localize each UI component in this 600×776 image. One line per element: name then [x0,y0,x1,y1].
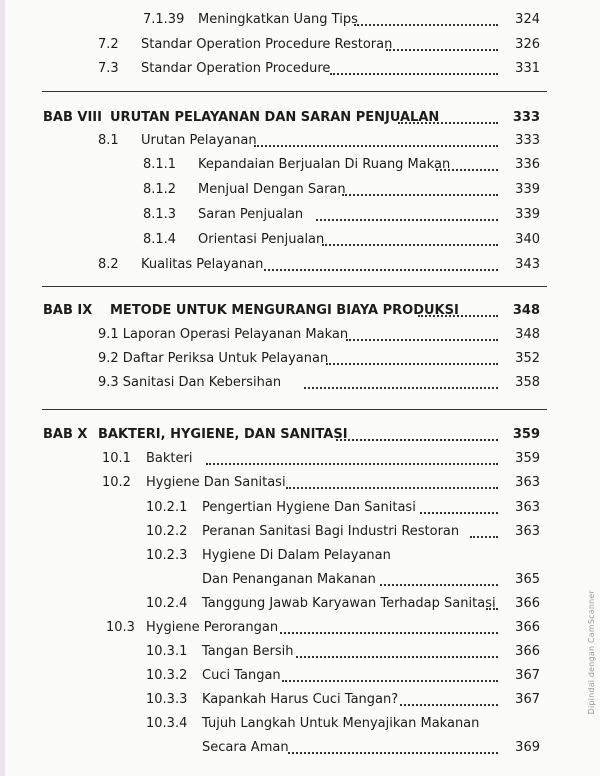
toc-number: 8.1.1 [143,157,177,172]
toc-number: 7.3 [98,61,119,76]
toc-entry[interactable] [0,689,600,711]
scanner-watermark: Dipindai dengan CamScanner [587,590,596,715]
toc-chapter[interactable] [0,424,600,446]
toc-title: 9.3 Sanitasi Dan Kebersihan [98,375,282,390]
chapter-number: BAB IX [43,303,93,318]
toc-entry[interactable] [0,545,600,567]
toc-title: Saran Penjualan [198,207,304,222]
leader-dots [282,680,498,682]
toc-title: Urutan Pelayanan [141,133,257,148]
toc-title: Pengertian Hygiene Dan Sanitasi [202,500,416,515]
toc-entry[interactable] [0,324,600,346]
toc-number: 8.1.2 [143,182,177,197]
toc-entry[interactable] [0,254,600,276]
chapter-page: 348 [512,303,540,318]
toc-number: 8.1 [98,133,119,148]
toc-page: 365 [515,572,540,587]
toc-entry[interactable] [0,9,600,31]
toc-number: 8.1.3 [143,207,177,222]
toc-page: 369 [515,740,540,755]
toc-number: 10.3 [106,620,135,635]
toc-page: 339 [515,182,540,197]
toc-page: 363 [515,500,540,515]
toc-page: 366 [515,644,540,659]
chapter-page: 333 [512,110,540,125]
toc-entry[interactable] [0,229,600,251]
leader-dots [400,704,498,706]
section-divider [42,286,547,287]
toc-entry[interactable] [0,641,600,663]
toc-page: 367 [515,668,540,683]
toc-number: 7.1.39 [143,12,185,27]
leader-dots [336,439,498,441]
leader-dots [206,463,498,465]
toc-entry[interactable] [0,130,600,152]
toc-number: 7.2 [98,37,119,52]
leader-dots [420,512,498,514]
toc-title: Standar Operation Procedure Restoran [141,37,393,52]
toc-title: Peranan Sanitasi Bagi Industri Restoran [202,524,460,539]
toc-page: 366 [515,620,540,635]
chapter-page: 359 [512,427,540,442]
leader-dots [264,269,498,271]
leader-dots [286,487,498,489]
leader-dots [316,219,498,221]
toc-entry[interactable] [0,58,600,80]
toc-title: Kapankah Harus Cuci Tangan? [202,692,399,707]
toc-number: 10.3.4 [146,716,188,731]
toc-entry[interactable] [0,665,600,687]
section-divider [42,91,547,92]
toc-entry[interactable] [0,179,600,201]
toc-entry[interactable] [0,593,600,615]
leader-dots [486,608,498,610]
toc-entry[interactable] [0,204,600,226]
toc-number: 10.2.4 [146,596,188,611]
toc-number: 10.2.1 [146,500,188,515]
toc-entry[interactable] [0,497,600,519]
toc-entry[interactable] [0,521,600,543]
toc-page: 340 [515,232,540,247]
leader-dots [470,536,498,538]
toc-page: 324 [515,12,540,27]
toc-page: 339 [515,207,540,222]
toc-title: Tanggung Jawab Karyawan Terhadap Sanitasi [202,596,496,611]
section-divider [42,409,547,410]
leader-dots [280,632,498,634]
leader-dots [296,656,498,658]
chapter-number: BAB X [43,427,88,442]
toc-page: 333 [515,133,540,148]
leader-dots [346,339,498,341]
leader-dots [322,244,498,246]
toc-title: Tujuh Langkah Untuk Menyajikan Makanan [202,716,480,731]
leader-dots [386,49,498,51]
toc-chapter[interactable] [0,300,600,322]
toc-title: Bakteri [146,451,193,466]
toc-chapter[interactable] [0,107,600,129]
toc-entry[interactable] [0,372,600,394]
toc-page: 336 [515,157,540,172]
toc-title: Hygiene Di Dalam Pelayanan [202,548,391,563]
toc-number: 10.3.3 [146,692,188,707]
toc-title: Cuci Tangan [202,668,281,683]
toc-number: 10.3.1 [146,644,188,659]
leader-dots [380,584,498,586]
toc-entry-continuation[interactable] [0,569,600,591]
toc-number: 10.2 [102,475,131,490]
toc-entry[interactable] [0,448,600,470]
toc-number: 10.3.2 [146,668,188,683]
toc-title: Hygiene Dan Sanitasi [146,475,286,490]
leader-dots [254,145,498,147]
leader-dots [342,194,498,196]
toc-entry[interactable] [0,472,600,494]
chapter-title: URUTAN PELAYANAN DAN SARAN PENJUALAN [110,110,440,125]
leader-dots [354,24,498,26]
toc-title: Kualitas Pelayanan [141,257,264,272]
toc-title: 9.2 Daftar Periksa Untuk Pelayanan [98,351,329,366]
toc-title: Kepandaian Berjualan Di Ruang Makan [198,157,451,172]
toc-title: Hygiene Perorangan [146,620,279,635]
chapter-number: BAB VIII [43,110,102,125]
leader-dots [304,387,498,389]
toc-title: Orientasi Penjualan [198,232,325,247]
toc-page: 363 [515,475,540,490]
leader-dots [436,169,498,171]
toc-title: Standar Operation Procedure [141,61,331,76]
toc-title: Tangan Bersih [202,644,294,659]
toc-number: 8.1.4 [143,232,177,247]
chapter-title: BAKTERI, HYGIENE, DAN SANITASI [98,427,348,442]
leader-dots [330,73,498,75]
toc-page: 363 [515,524,540,539]
toc-page: 359 [515,451,540,466]
toc-entry-continuation[interactable] [0,737,600,759]
toc-title: Secara Aman [202,740,289,755]
toc-number: 10.2.2 [146,524,188,539]
toc-title: Dan Penanganan Makanan [202,572,376,587]
toc-number: 8.2 [98,257,119,272]
toc-page: 326 [515,37,540,52]
toc-title: 9.1 Laporan Operasi Pelayanan Makan [98,327,349,342]
leader-dots [326,363,498,365]
leader-dots [398,122,498,124]
toc-page: 352 [515,351,540,366]
toc-page: 366 [515,596,540,611]
toc-page: 358 [515,375,540,390]
chapter-title: METODE UNTUK MENGURANGI BIAYA PRODUKSI [110,303,459,318]
toc-entry[interactable] [0,348,600,370]
toc-number: 10.1 [102,451,131,466]
toc-page: 367 [515,692,540,707]
toc-number: 10.2.3 [146,548,188,563]
leader-dots [288,752,498,754]
toc-page: 348 [515,327,540,342]
toc-page: 331 [515,61,540,76]
toc-entry[interactable] [0,154,600,176]
toc-entry[interactable] [0,617,600,639]
leader-dots [418,315,498,317]
toc-entry[interactable] [0,713,600,735]
toc-entry[interactable] [0,34,600,56]
toc-title: Menjual Dengan Saran [198,182,346,197]
toc-title: Meningkatkan Uang Tips [198,12,358,27]
toc-page: 343 [515,257,540,272]
